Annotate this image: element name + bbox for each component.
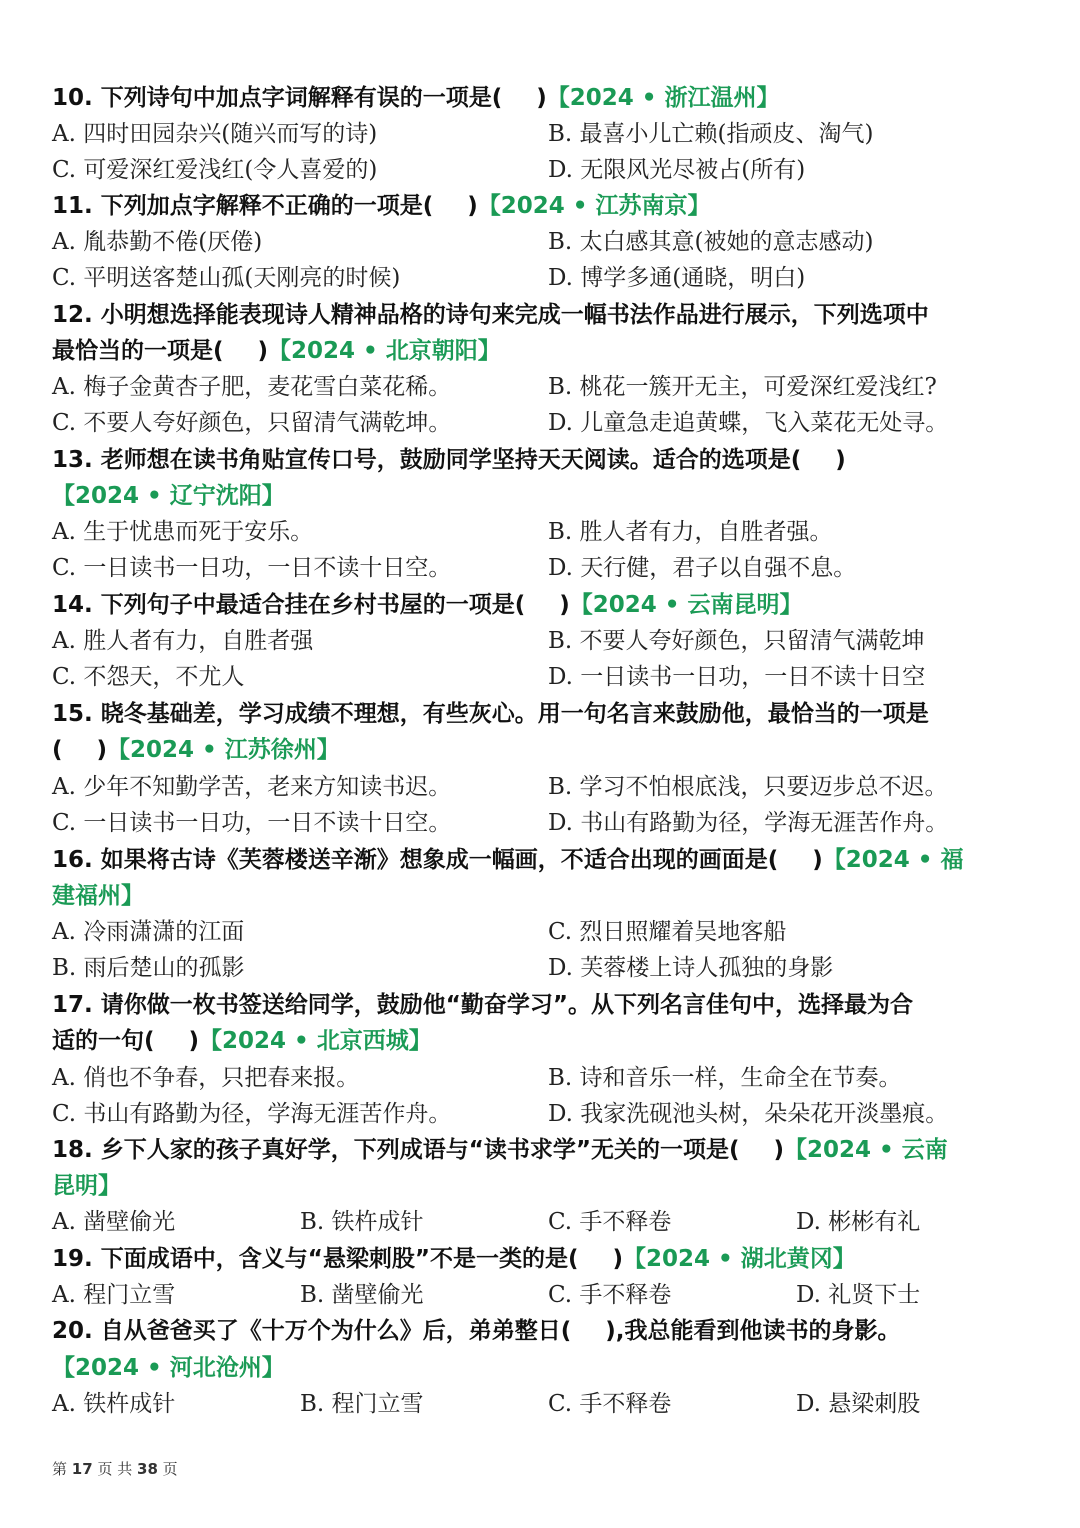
question-16-options-row-1 bbox=[52, 914, 1032, 950]
option-a: A. 铁杵成针 bbox=[52, 1391, 176, 1417]
option-b: B. 程门立雪 bbox=[300, 1391, 424, 1417]
option-b: B. 桃花一簇开无主，可爱深红爱浅红? bbox=[548, 374, 937, 400]
question-12-options-row-1 bbox=[52, 369, 1032, 405]
option-c: C. 一日读书一日功，一日不读十日空。 bbox=[52, 555, 452, 581]
option-b: B. 不要人夸好颜色，只留清气满乾坤 bbox=[548, 628, 925, 654]
question-14-options-row-2 bbox=[52, 659, 1032, 695]
option-d: D. 彬彬有礼 bbox=[796, 1209, 921, 1235]
question-15-options-row-2 bbox=[52, 805, 1032, 841]
option-a: A. 程门立雪 bbox=[52, 1282, 176, 1308]
question-10-stem: 10. 下列诗句中加点字词解释有误的一项是( )【2024 • 浙江温州】 bbox=[52, 85, 780, 111]
question-20-options bbox=[52, 1386, 1032, 1422]
question-12-stem-continued: 最恰当的一项是( )【2024 • 北京朝阳】 bbox=[52, 338, 501, 364]
option-b: B. 太白感其意(被她的意志感动) bbox=[548, 229, 874, 255]
question-13-stem: 13. 老师想在读书角贴宣传口号，鼓励同学坚持天天阅读。适合的选项是( ) bbox=[52, 447, 846, 473]
question-19-options bbox=[52, 1277, 1032, 1313]
option-b: B. 凿壁偷光 bbox=[300, 1282, 424, 1308]
question-12-stem: 12. 小明想选择能表现诗人精神品格的诗句来完成一幅书法作品进行展示，下列选项中 bbox=[52, 302, 929, 328]
option-a: A. 俏也不争春，只把春来报。 bbox=[52, 1065, 360, 1091]
question-17-options-row-1 bbox=[52, 1060, 1032, 1096]
option-d: D. 博学多通(通晓，明白) bbox=[548, 265, 806, 291]
question-source: 【2024 • 北京西城】 bbox=[199, 1028, 432, 1054]
question-15-stem-continued: ( )【2024 • 江苏徐州】 bbox=[52, 737, 340, 763]
question-16-stem: 16. 如果将古诗《芙蓉楼送辛渐》想象成一幅画，不适合出现的画面是( )【2024 • 福 bbox=[52, 847, 964, 873]
question-17-options-row-2 bbox=[52, 1096, 1032, 1132]
option-a: A. 少年不知勤学苦，老来方知读书迟。 bbox=[52, 774, 452, 800]
question-source: 【2024 • 河北沧州】 bbox=[52, 1355, 285, 1381]
question-15-options-row-1 bbox=[52, 769, 1032, 805]
question-18-options bbox=[52, 1204, 1032, 1240]
question-source: 【2024 • 浙江温州】 bbox=[546, 85, 780, 111]
question-16-source-continued: 建福州】 bbox=[52, 883, 144, 909]
option-c: C. 不要人夸好颜色，只留清气满乾坤。 bbox=[52, 410, 452, 436]
option-c: C. 不怨天，不尤人 bbox=[52, 664, 245, 690]
question-13-source-line bbox=[52, 478, 1032, 514]
option-c: C. 书山有路勤为径，学海无涯苦作舟。 bbox=[52, 1101, 452, 1127]
option-d: D. 礼贤下士 bbox=[796, 1282, 921, 1308]
option-c: C. 手不释卷 bbox=[548, 1209, 672, 1235]
question-source: 【2024 • 云南 bbox=[784, 1137, 948, 1163]
question-source: 【2024 • 江苏徐州】 bbox=[107, 737, 340, 763]
question-11-stem: 11. 下列加点字解释不正确的一项是( )【2024 • 江苏南京】 bbox=[52, 193, 711, 219]
question-source: 【2024 • 福 bbox=[822, 847, 964, 873]
question-18-stem: 18. 乡下人家的孩子真好学，下列成语与“读书求学”无关的一项是( )【2024 • 云南 bbox=[52, 1137, 948, 1163]
question-17-stem: 17. 请你做一枚书签送给同学，鼓励他“勤奋学习”。从下列名言佳句中，选择最为合 bbox=[52, 992, 913, 1018]
question-source: 【2024 • 湖北黄冈】 bbox=[623, 1246, 856, 1272]
option-c: C. 平明送客楚山孤(天刚亮的时候) bbox=[52, 265, 401, 291]
option-b: B. 胜人者有力，自胜者强。 bbox=[548, 519, 833, 545]
question-15-stem: 15. 晓冬基础差，学习成绩不理想，有些灰心。用一句名言来鼓励他，最恰当的一项是 bbox=[52, 701, 929, 727]
option-a: A. 胜人者有力，自胜者强 bbox=[52, 628, 314, 654]
option-d: D. 悬梁刺股 bbox=[796, 1391, 921, 1417]
question-13-options-row-2 bbox=[52, 550, 1032, 586]
total-page-number: 38 bbox=[137, 1460, 158, 1478]
option-b: B. 诗和音乐一样，生命全在节奏。 bbox=[548, 1065, 902, 1091]
option-d: D. 书山有路勤为径，学海无涯苦作舟。 bbox=[548, 810, 949, 836]
question-17-stem-continued: 适的一句( )【2024 • 北京西城】 bbox=[52, 1028, 432, 1054]
option-b: B. 雨后楚山的孤影 bbox=[52, 955, 245, 981]
question-13-options-row-1 bbox=[52, 514, 1032, 550]
option-d: D. 儿童急走追黄蝶，飞入菜花无处寻。 bbox=[548, 410, 949, 436]
option-c: C. 手不释卷 bbox=[548, 1391, 672, 1417]
option-b: B. 铁杵成针 bbox=[300, 1209, 424, 1235]
question-11-options-row-1 bbox=[52, 224, 1032, 260]
option-a: A. 胤恭勤不倦(厌倦) bbox=[52, 229, 263, 255]
option-d: D. 一日读书一日功，一日不读十日空 bbox=[548, 664, 926, 690]
question-source: 【2024 • 辽宁沈阳】 bbox=[52, 483, 285, 509]
option-b: B. 最喜小儿亡赖(指顽皮、淘气) bbox=[548, 121, 874, 147]
question-10-options-row-2 bbox=[52, 152, 1032, 188]
option-c: C. 手不释卷 bbox=[548, 1282, 672, 1308]
question-20-stem: 20. 自从爸爸买了《十万个为什么》后，弟弟整日( ),我总能看到他读书的身影。 bbox=[52, 1318, 901, 1344]
page-footer: 第 17 页 共 38 页 bbox=[52, 1460, 178, 1478]
question-11-options-row-2 bbox=[52, 260, 1032, 296]
option-a: A. 冷雨潇潇的江面 bbox=[52, 919, 245, 945]
option-c: C. 一日读书一日功，一日不读十日空。 bbox=[52, 810, 452, 836]
question-18-source-continued: 昆明】 bbox=[52, 1173, 121, 1199]
option-a: A. 梅子金黄杏子肥，麦花雪白菜花稀。 bbox=[52, 374, 452, 400]
current-page-number: 17 bbox=[71, 1460, 93, 1478]
option-a: A. 四时田园杂兴(随兴而写的诗) bbox=[52, 121, 378, 147]
option-a: A. 凿壁偷光 bbox=[52, 1209, 176, 1235]
option-a: A. 生于忧患而死于安乐。 bbox=[52, 519, 314, 545]
option-d: D. 无限风光尽被占(所有) bbox=[548, 157, 806, 183]
question-14-stem: 14. 下列句子中最适合挂在乡村书屋的一项是( )【2024 • 云南昆明】 bbox=[52, 592, 803, 618]
question-19-stem: 19. 下面成语中，含义与“悬梁刺股”不是一类的是( )【2024 • 湖北黄冈】 bbox=[52, 1246, 856, 1272]
option-d: D. 我家洗砚池头树，朵朵花开淡墨痕。 bbox=[548, 1101, 949, 1127]
question-source: 【2024 • 云南昆明】 bbox=[569, 592, 803, 618]
question-source: 【2024 • 北京朝阳】 bbox=[268, 338, 501, 364]
option-d: D. 芙蓉楼上诗人孤独的身影 bbox=[548, 955, 834, 981]
question-source: 【2024 • 江苏南京】 bbox=[477, 193, 711, 219]
question-16-options-row-2 bbox=[52, 950, 1032, 986]
option-c: C. 可爱深红爱浅红(令人喜爱的) bbox=[52, 157, 378, 183]
question-12-options-row-2 bbox=[52, 405, 1032, 441]
option-c: C. 烈日照耀着吴地客船 bbox=[548, 919, 787, 945]
option-b: B. 学习不怕根底浅，只要迈步总不迟。 bbox=[548, 774, 948, 800]
option-d: D. 天行健，君子以自强不息。 bbox=[548, 555, 857, 581]
question-10-options-row-1 bbox=[52, 116, 1032, 152]
question-14-options-row-1 bbox=[52, 623, 1032, 659]
question-20-source-line bbox=[52, 1350, 1032, 1386]
